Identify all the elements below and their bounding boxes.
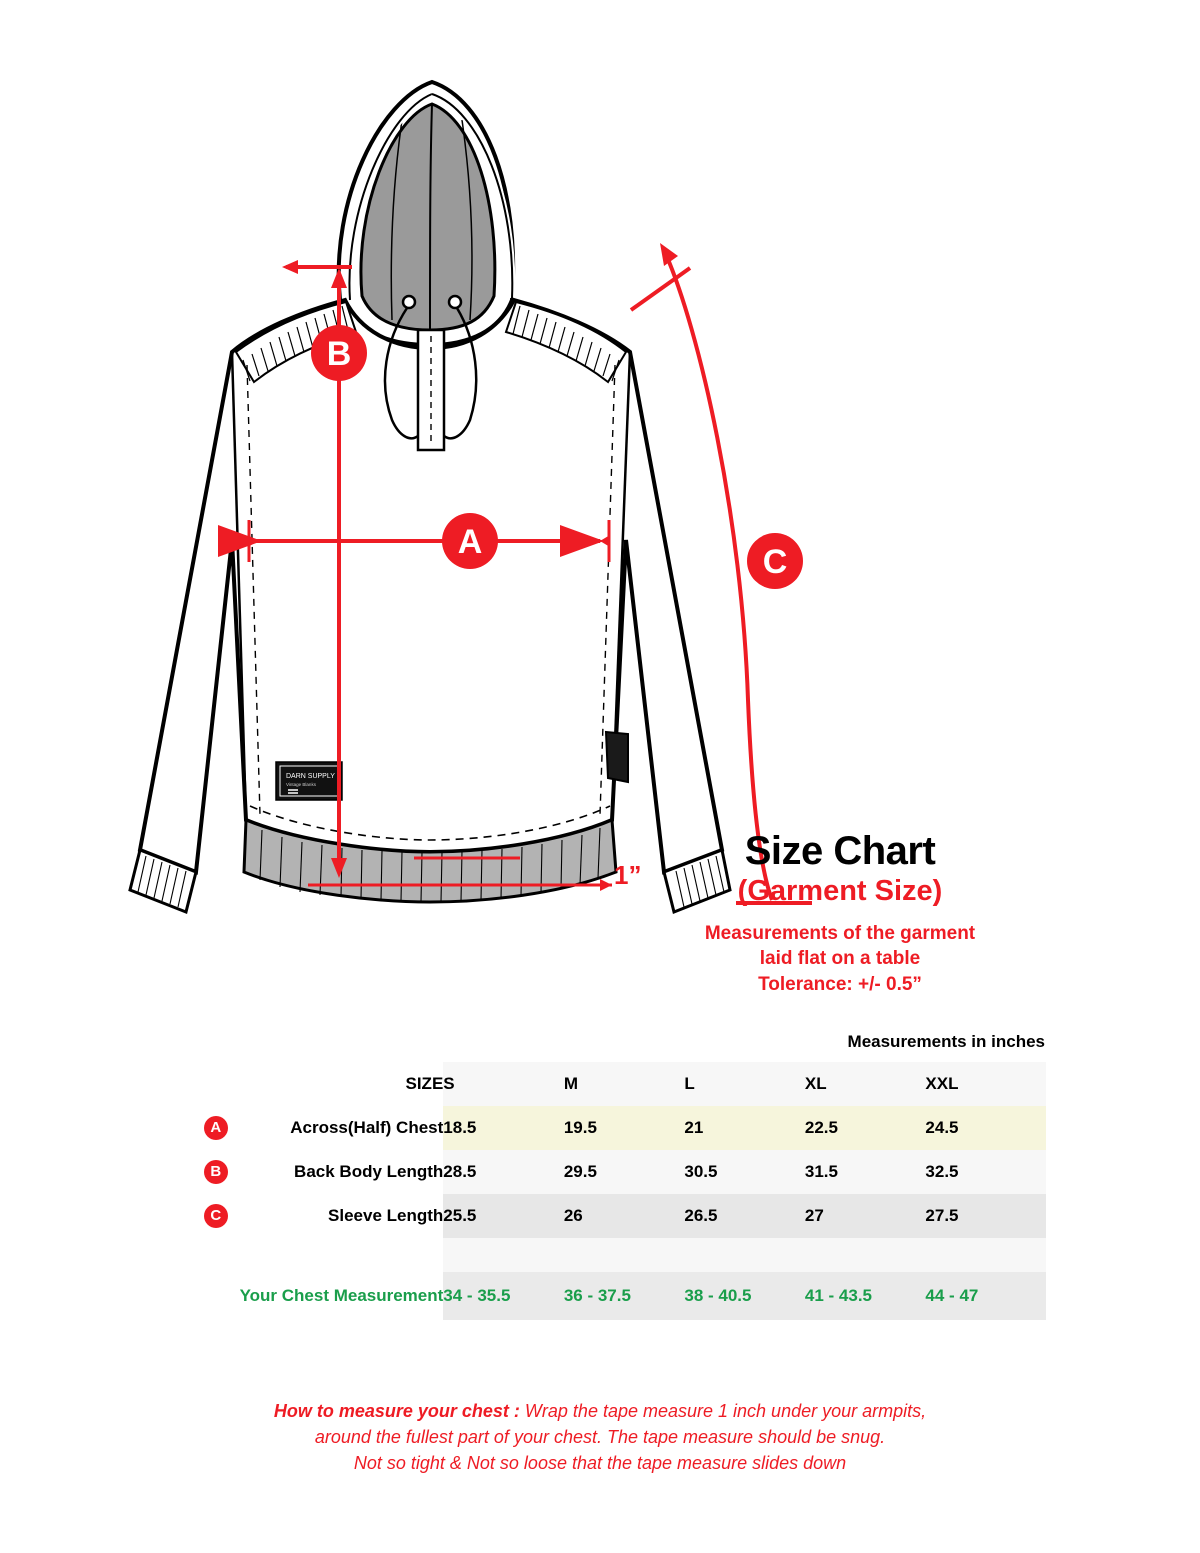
across-chest-m: 19.5	[564, 1106, 685, 1150]
table-header-row	[196, 1062, 1046, 1106]
title-block	[630, 830, 1050, 998]
across-chest-xl: 22.5	[805, 1106, 926, 1150]
how-to-measure-line1-rest: Wrap the tape measure 1 inch under your armpits,	[519, 1401, 927, 1421]
row-label-across-chest: Across(Half) Chest	[235, 1106, 443, 1150]
back-body-length-m: 29.5	[564, 1150, 685, 1194]
back-body-length-xl: 31.5	[805, 1150, 926, 1194]
spacer-badge	[196, 1238, 235, 1272]
your-chest-xl: 41 - 43.5	[805, 1272, 926, 1320]
header-size-s: S	[443, 1062, 564, 1106]
table-spacer-row	[196, 1238, 1046, 1272]
header-size-l: L	[684, 1062, 805, 1106]
units-caption: Measurements in inches	[847, 1032, 1045, 1051]
row-label-sleeve-length: Sleeve Length	[328, 1206, 444, 1225]
body-group	[140, 296, 722, 902]
callout-b	[311, 325, 367, 381]
callout-c	[747, 533, 803, 589]
how-to-measure-line3: Not so tight & Not so loose that the tape measure slides down	[353, 1453, 847, 1474]
spacer-l	[684, 1238, 805, 1272]
badge-c-icon: C	[204, 1204, 228, 1228]
across-chest-l: 21	[684, 1106, 805, 1150]
your-chest-s: 34 - 35.5	[443, 1272, 564, 1320]
header-size-xxl: XXL	[925, 1062, 1046, 1106]
title-note	[630, 921, 1050, 998]
svg-text:C: C	[762, 543, 788, 581]
spacer-xl	[805, 1238, 926, 1272]
hem-measure-label: 1”	[614, 860, 642, 890]
row-badge-b	[196, 1150, 235, 1194]
spacer-label	[235, 1238, 443, 1272]
title-note-line1: Measurements of the garment	[704, 922, 976, 944]
how-to-measure-lead: How to measure your chest :	[273, 1401, 520, 1421]
spacer-xxl	[925, 1238, 1046, 1272]
table-row	[196, 1106, 1046, 1150]
badge-b-icon: B	[204, 1160, 228, 1184]
sleeve-length-m: 26	[564, 1194, 685, 1238]
row-label-your-chest: Your Chest Measurement	[239, 1286, 444, 1305]
title-note-line2: laid flat on a table	[759, 948, 921, 970]
header-size-label: SIZE	[405, 1074, 444, 1093]
header-size-xl: XL	[805, 1062, 926, 1106]
header-badge-spacer	[196, 1062, 235, 1106]
back-body-length-s: 28.5	[443, 1150, 564, 1194]
how-to-measure-line1	[0, 1398, 1200, 1424]
back-body-length-l: 30.5	[684, 1150, 805, 1194]
hood-group	[339, 82, 513, 345]
spacer-m	[564, 1238, 685, 1272]
svg-text:DARN SUPPLY: DARN SUPPLY	[286, 773, 335, 780]
table-row	[196, 1194, 1046, 1238]
your-chest-l: 38 - 40.5	[684, 1272, 805, 1320]
badge-a-icon: A	[204, 1116, 228, 1140]
across-chest-xxl: 24.5	[925, 1106, 1046, 1150]
svg-text:B: B	[326, 335, 352, 373]
title-note-line3: Tolerance: +/- 0.5”	[758, 974, 922, 996]
your-chest-m: 36 - 37.5	[564, 1272, 685, 1320]
sleeve-length-xl: 27	[805, 1194, 926, 1238]
row-label-back-body-length: Back Body Length	[294, 1162, 444, 1181]
size-chart-table	[196, 1062, 1046, 1320]
svg-text:Vintage Blanks: Vintage Blanks	[286, 782, 316, 787]
page-title: Size Chart	[744, 829, 936, 873]
how-to-measure-note	[0, 1398, 1200, 1476]
sleeve-length-s: 25.5	[443, 1194, 564, 1238]
row-badge-a	[196, 1106, 235, 1150]
svg-text:A: A	[457, 523, 483, 561]
row-badge-c	[196, 1194, 235, 1238]
how-to-measure-line2: around the fullest part of your chest. The tape measure should be snug.	[314, 1427, 886, 1448]
sleeve-length-xxl: 27.5	[925, 1194, 1046, 1238]
across-chest-s: 18.5	[443, 1106, 564, 1150]
back-body-length-xxl: 32.5	[925, 1150, 1046, 1194]
chest-badge-spacer	[196, 1272, 235, 1320]
callout-a	[442, 513, 498, 569]
table-row	[196, 1150, 1046, 1194]
sleeve-length-l: 26.5	[684, 1194, 805, 1238]
spacer-s	[443, 1238, 564, 1272]
page-subtitle: (Garment Size)	[737, 875, 943, 907]
header-size-m: M	[564, 1062, 685, 1106]
table-row-your-chest	[196, 1272, 1046, 1320]
your-chest-xxl: 44 - 47	[925, 1272, 1046, 1320]
